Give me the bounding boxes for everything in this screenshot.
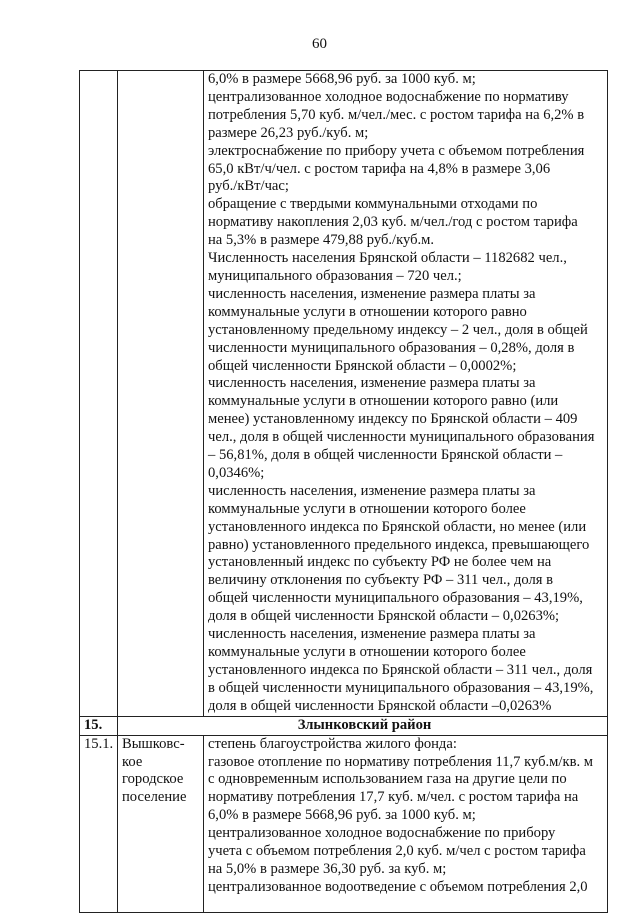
- municipality-name-cell: [118, 735, 204, 912]
- continuation-text-cell: [204, 71, 608, 717]
- text-line: коммунальные услуги в отношении которого равно: [208, 303, 527, 320]
- text-line: в общей численности муниципального образования – 43,19%,: [208, 679, 594, 696]
- text-line: электроснабжение по прибору учета с объемом потребления: [208, 142, 585, 159]
- text-line: установленный индекс по субъекту РФ не более чем на: [208, 554, 552, 571]
- text-line: коммунальные услуги в отношении которого более: [208, 500, 526, 517]
- text-line: с одновременным использованием газа на другие цели по: [208, 771, 567, 788]
- text-line: на 5,0% в размере 36,30 руб. за куб. м;: [208, 860, 447, 877]
- municipality-line: Вышковс-: [122, 735, 185, 752]
- text-line: 65,0 кВт/ч/чел. с ростом тарифа на 4,8% в размере 3,06: [208, 160, 551, 177]
- text-line: степень благоустройства жилого фонда:: [208, 735, 457, 752]
- text-line: муниципального образования – 720 чел.;: [208, 267, 462, 284]
- municipality-cell-empty: [118, 71, 204, 717]
- text-line: Численность населения Брянской области – 1182682 чел.,: [208, 250, 567, 267]
- text-line: доля в общей численности Брянской области – 0,0263%;: [208, 608, 560, 625]
- text-line: доля в общей численности Брянской области –0,0263%: [208, 697, 552, 714]
- text-line: менее) установленному индексу по Брянской области – 409: [208, 411, 578, 428]
- entry-number: 15.1.: [80, 735, 118, 912]
- text-line: общей численности муниципального образования – 43,19%,: [208, 590, 583, 607]
- text-line: обращение с твердыми коммунальными отходами по: [208, 196, 538, 213]
- municipality-line: поселение: [122, 789, 187, 806]
- page-number: 60: [312, 36, 327, 52]
- text-line: нормативу потребления 17,7 куб. м/чел. с ростом тарифа на: [208, 789, 579, 806]
- text-line: 6,0% в размере 5668,96 руб. за 1000 куб. м;: [208, 807, 476, 824]
- text-line: – 56,81%, доля в общей численности Брянской области –: [208, 447, 563, 464]
- text-line: 6,0% в размере 5668,96 руб. за 1000 куб. м;: [208, 71, 476, 87]
- text-line: централизованное водоотведение с объемом потребления 2,0: [208, 878, 588, 895]
- text-line: установленному предельному индексу – 2 чел., доля в общей: [208, 321, 588, 338]
- text-line: размере 26,23 руб./куб. м;: [208, 124, 369, 141]
- text-line: величину отклонения по субъекту РФ – 311 чел., доля в: [208, 572, 554, 589]
- text-line: газовое отопление по нормативу потребления 11,7 куб.м/кв. м: [208, 753, 593, 770]
- text-line: численность населения, изменение размера платы за: [208, 626, 536, 643]
- text-line: централизованное холодное водоснабжение по прибору: [208, 825, 556, 842]
- text-line: учета с объемом потребления 2,0 куб. м/чел с ростом тарифа: [208, 843, 586, 860]
- text-line: централизованное холодное водоснабжение по нормативу: [208, 88, 569, 105]
- text-line: установленного индекса по Брянской области – 311 чел., доля: [208, 661, 593, 678]
- text-line: численность населения, изменение размера платы за: [208, 482, 536, 499]
- text-line: численность населения, изменение размера платы за: [208, 375, 536, 392]
- text-line: установленного индекса по Брянской области, но менее (или: [208, 518, 587, 535]
- municipality-line: городское: [122, 771, 184, 788]
- text-line: коммунальные услуги в отношении которого равно (или: [208, 393, 559, 410]
- text-line: коммунальные услуги в отношении которого более: [208, 644, 526, 660]
- section-title: Злынковский район: [118, 716, 608, 735]
- entry-text-cell: [204, 735, 608, 912]
- municipality-line: кое: [122, 753, 143, 770]
- section-header-row: [80, 716, 608, 735]
- text-line: потребления 5,70 куб. м/чел./мес. с ростом тарифа на 6,2% в: [208, 106, 585, 123]
- text-line: равно) установленного предельного индекса, превышающего: [208, 536, 590, 553]
- text-line: нормативу накопления 2,03 куб. м/чел./год с ростом тарифа: [208, 214, 578, 231]
- section-number: 15.: [80, 716, 118, 735]
- text-line: численности муниципального образования – 0,28%, доля в: [208, 339, 575, 356]
- entry-row: [80, 735, 608, 912]
- continuation-row: [80, 71, 608, 717]
- tariff-table: [79, 70, 608, 913]
- text-line: 0,0346%;: [208, 464, 265, 481]
- text-line: руб./кВт/час;: [208, 178, 289, 195]
- text-line: чел., доля в общей численности муниципального образования: [208, 429, 595, 446]
- text-line: общей численности Брянской области – 0,0002%;: [208, 357, 517, 374]
- text-line: на 5,3% в размере 479,88 руб./куб.м.: [208, 232, 435, 249]
- number-cell-empty: [80, 71, 118, 717]
- text-line: численность населения, изменение размера платы за: [208, 285, 536, 302]
